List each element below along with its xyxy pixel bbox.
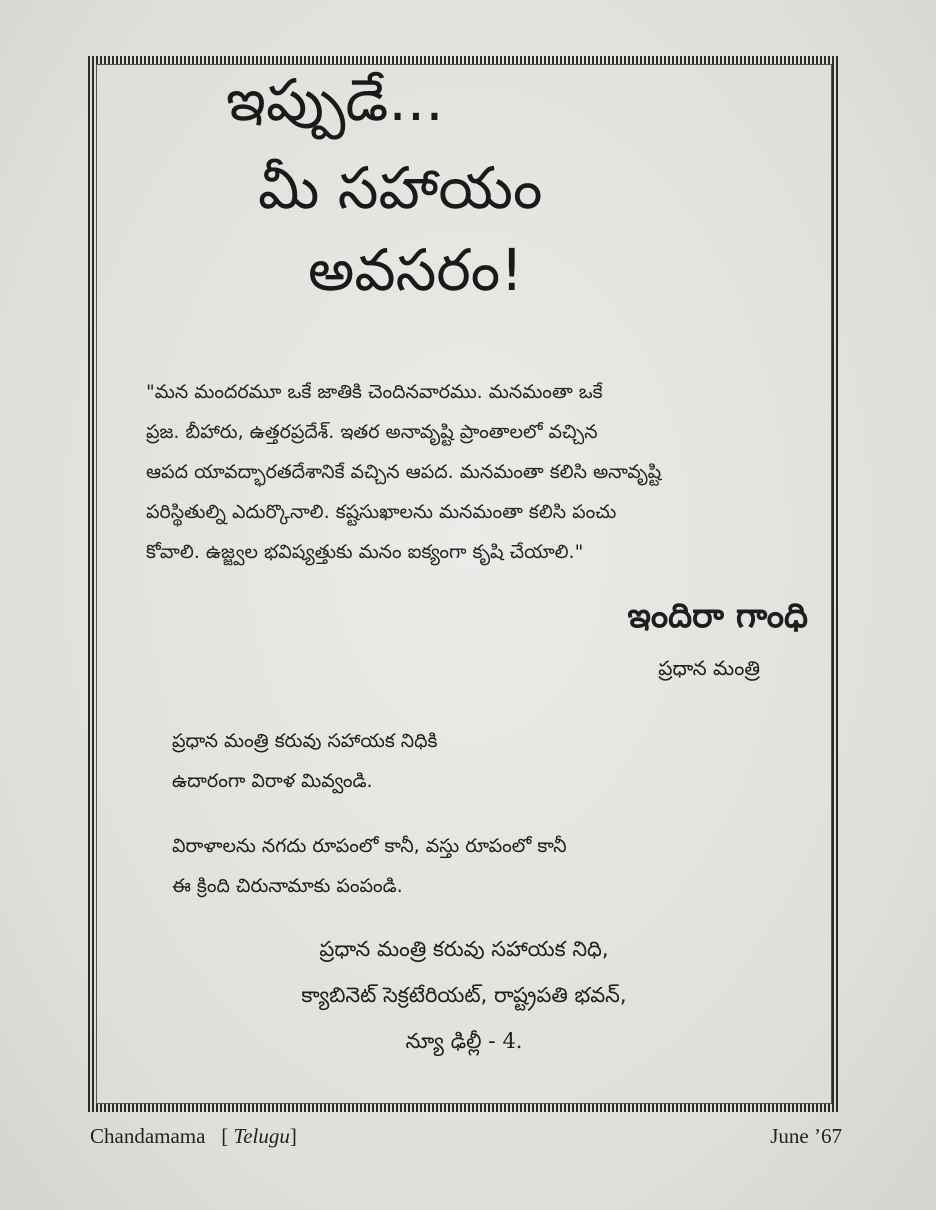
address-line-1: ప్రధాన మంత్రి కరువు సహాయక నిధి, [319, 937, 609, 961]
headline-line-2: మీ సహాయం [258, 154, 543, 222]
address-line-2: క్యాబినెట్ సెక్రటేరియట్, రాష్ట్రపతి భవన్, [301, 983, 627, 1007]
edition-name: Telugu [233, 1124, 290, 1148]
appeal-line: ఉదారంగా విరాళ మివ్వండి. [172, 770, 373, 792]
quote-line: "మన మందరమూ ఒకే జాతికి చెందినవారము. మనమంతా ఒకే [146, 381, 603, 403]
postal-address [98, 926, 830, 1064]
quote-line: కోవాలి. ఉజ్జ్వల భవిష్యత్తుకు మనం ఐక్యంగా కృషి చేయాలి." [146, 541, 584, 563]
address-pin: 4. [502, 1029, 523, 1053]
instruction-line: ఈ క్రింది చిరునామాకు పంపండి. [172, 875, 403, 897]
instruction-line: విరాళాలను నగదు రూపంలో కానీ, వస్తు రూపంలో కానీ [172, 835, 567, 857]
appeal-line: ప్రధాన మంత్రి కరువు సహాయక నిధికి [172, 730, 438, 752]
prime-minister-quote [146, 372, 814, 572]
headline-line-1: ఇప్పుడే... [226, 66, 444, 134]
author-name: ఇందిరా గాంధి [627, 596, 808, 636]
advertisement-content [98, 66, 830, 1102]
quote-line: పరిస్థితుల్ని ఎదుర్కొనాలి. కష్టసుఖాలను మనమంతా కలిసి పంచు [146, 501, 617, 523]
author-title: ప్రధాన మంత్రి [658, 656, 760, 680]
footer-publication: Chandamama [ Telugu] [90, 1124, 297, 1148]
footer-date: June ’67 [770, 1124, 842, 1148]
quote-line: ప్రజ. బీహారు, ఉత్తరప్రదేశ్. ఇతర అనావృష్టి ప్రాంతాలలో వచ్చిన [146, 421, 598, 443]
donation-appeal [172, 721, 437, 801]
address-line-3 [98, 1018, 830, 1064]
address-city: న్యూ ఢిల్లీ - [405, 1029, 503, 1053]
headline-line-3: అవసరం! [308, 236, 524, 304]
quote-line: ఆపద యావద్భారతదేశానికే వచ్చిన ఆపద. మనమంతా కలిసి అనావృష్టి [146, 461, 662, 483]
publication-name: Chandamama [90, 1124, 206, 1148]
donation-instructions [172, 826, 567, 906]
